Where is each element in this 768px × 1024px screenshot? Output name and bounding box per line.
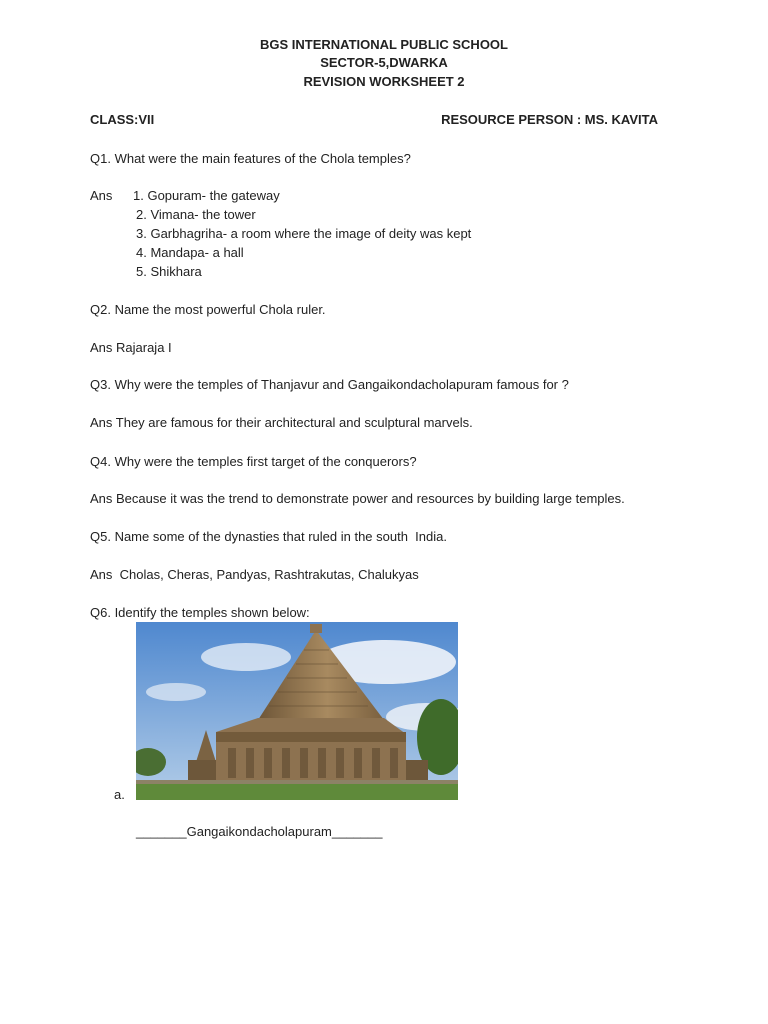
q1-answer-item: 1. Gopuram- the gateway: [133, 188, 280, 203]
q5-question: Q5. Name some of the dynasties that ruled in the south India.: [90, 529, 447, 544]
temple-photo: [136, 622, 458, 800]
q2-answer: Ans Rajaraja I: [90, 340, 172, 355]
q2-question: Q2. Name the most powerful Chola ruler.: [90, 302, 326, 317]
q1-answer-item: 2. Vimana- the tower: [136, 207, 256, 222]
q1-answer-item: 3. Garbhagriha- a room where the image of deity was kept: [136, 226, 472, 241]
q1-question: Q1. What were the main features of the Chola temples?: [90, 151, 411, 166]
q6-question: Q6. Identify the temples shown below:: [90, 605, 310, 620]
q3-question: Q3. Why were the temples of Thanjavur and Gangaikondacholapuram famous for ?: [90, 377, 569, 392]
q5-answer: Ans Cholas, Cheras, Pandyas, Rashtrakutas, Chalukyas: [90, 567, 419, 582]
q6-answer: _______Gangaikondacholapuram_______: [136, 824, 383, 839]
school-name: BGS INTERNATIONAL PUBLIC SCHOOL: [260, 37, 508, 52]
q4-question: Q4. Why were the temples first target of the conquerors?: [90, 454, 417, 469]
q3-answer: Ans They are famous for their architectural and sculptural marvels.: [90, 415, 473, 430]
q6-item-label: a.: [114, 787, 125, 802]
q1-answer-item: 4. Mandapa- a hall: [136, 245, 244, 260]
worksheet-title: REVISION WORKSHEET 2: [303, 74, 465, 89]
class-label: CLASS:VII: [90, 112, 155, 127]
q4-answer: Ans Because it was the trend to demonstrate power and resources by building large temples.: [90, 491, 625, 506]
school-address: SECTOR-5,DWARKA: [320, 55, 448, 70]
q1-answer-item: 5. Shikhara: [136, 264, 202, 279]
resource-person: RESOURCE PERSON : MS. KAVITA: [441, 112, 658, 127]
q1-answer-label: Ans: [90, 188, 113, 203]
